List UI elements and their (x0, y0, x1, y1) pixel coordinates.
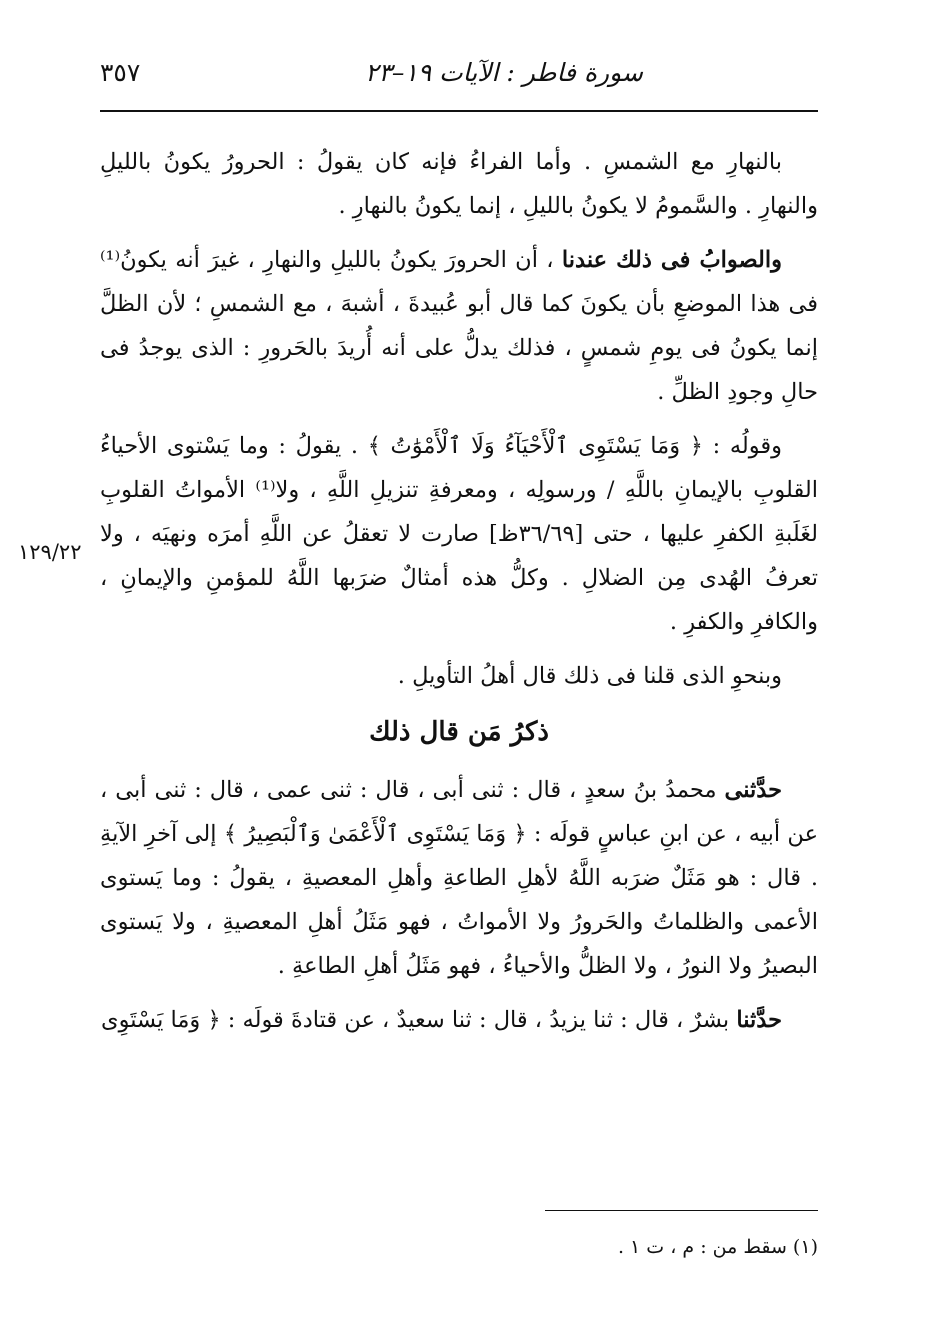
paragraph (100, 654, 818, 698)
paragraph (100, 424, 818, 644)
paragraph-text: بالنهارِ مع الشمسِ . وأما الفراءُ فإنه كان يقولُ : الحرورُ يكونُ بالليلِ والنهارِ . والسَّمومُ لا يكونُ بالليلِ ، إنما يكونُ بالنهارِ . (100, 149, 818, 219)
narration (100, 998, 818, 1042)
header-rule (100, 110, 818, 112)
section-heading: ذكرُ مَن قال ذلك (369, 717, 549, 747)
narration (100, 768, 818, 988)
page-number: ٣٥٧ (100, 58, 141, 87)
running-head (100, 58, 818, 98)
paragraph-text: وقولُه : ﴿ وَمَا يَسْتَوِى ٱلْأَحْيَآءُ وَلَا ٱلْأَمْوَٰتُ ﴾ . يقولُ : وما يَسْتوى الأحياءُ القلوبِ بالإيمانِ باللَّهِ / ورسولِه ، ومعرفةِ تنزيلِ اللَّهِ ، ولا⁽¹⁾ الأمواتُ القلوبِ لغَلَبةِ الكفرِ عليها ، حتى [٣٦/٦٩ظ] صارت لا تعقلُ عن اللَّهِ أمرَه ونهيَه ، ولا تعرفُ الهُدى مِن الضلالِ . وكلُّ هذه أمثالٌ ضرَبها اللَّهُ للمؤمنِ والإيمانِ ، والكافرِ والكفرِ . (100, 433, 819, 635)
paragraph-lead: والصوابُ فى ذلك عندنا (561, 247, 783, 273)
chapter-title: سورة فاطر : الآيات ١٩–٢٣ (364, 58, 643, 87)
margin-reference: ١٢٩/٢٢ (18, 540, 82, 564)
main-text (100, 140, 818, 1052)
paragraph (100, 238, 818, 414)
narration-lead: حدَّثنى (724, 777, 782, 803)
narration-text: بشرٌ ، قال : ثنا يزيدُ ، قال : ثنا سعيدٌ ، عن قتادةَ قولَه : ﴿ وَمَا يَسْتَوِى (101, 1007, 737, 1033)
narration-lead: حدَّثنا (736, 1007, 782, 1033)
footnote: (١) سقط من : م ، ت ١ . (617, 1236, 818, 1258)
paragraph-text: ، أن الحرورَ يكونُ بالليلِ والنهارِ ، غيرَ أنه يكونُ⁽¹⁾ فى هذا الموضعِ بأن يكونَ كما قال أبو عُبيدةَ ، أشبهَ ، مع الشمسِ ؛ لأن الظلَّ إنما يكونُ فى يومِ شمسٍ ، فذلك يدلُّ على أنه أُريدَ بالحَرورِ : الذى يوجدُ فى حالِ وجودِ الظلِّ . (100, 247, 818, 405)
narration-text: محمدُ بنُ سعدٍ ، قال : ثنى أبى ، قال : ثنى عمى ، قال : ثنى أبى ، عن أبيه ، عن ابنِ عباسٍ قولَه : ﴿ وَمَا يَسْتَوِى ٱلْأَعْمَىٰ وَٱلْبَصِيرُ ﴾ إلى آخرِ الآيةِ . قال : هو مَثَلٌ ضرَبه اللَّهُ لأهلِ الطاعةِ وأهلِ المعصيةِ ، يقولُ : وما يَستوى الأعمى والظلماتُ والحَرورُ ولا الأمواتُ ، فهو مَثَلُ أهلِ المعصيةِ ، ولا يَستوى البصيرُ ولا النورُ ، ولا الظلُّ والأحياءُ ، فهو مَثَلُ أهلِ الطاعةِ . (100, 777, 818, 979)
paragraph (100, 140, 818, 228)
paragraph-text: وبنحوِ الذى قلنا فى ذلك قال أهلُ التأويلِ . (397, 663, 782, 689)
footnote-rule (545, 1210, 818, 1211)
